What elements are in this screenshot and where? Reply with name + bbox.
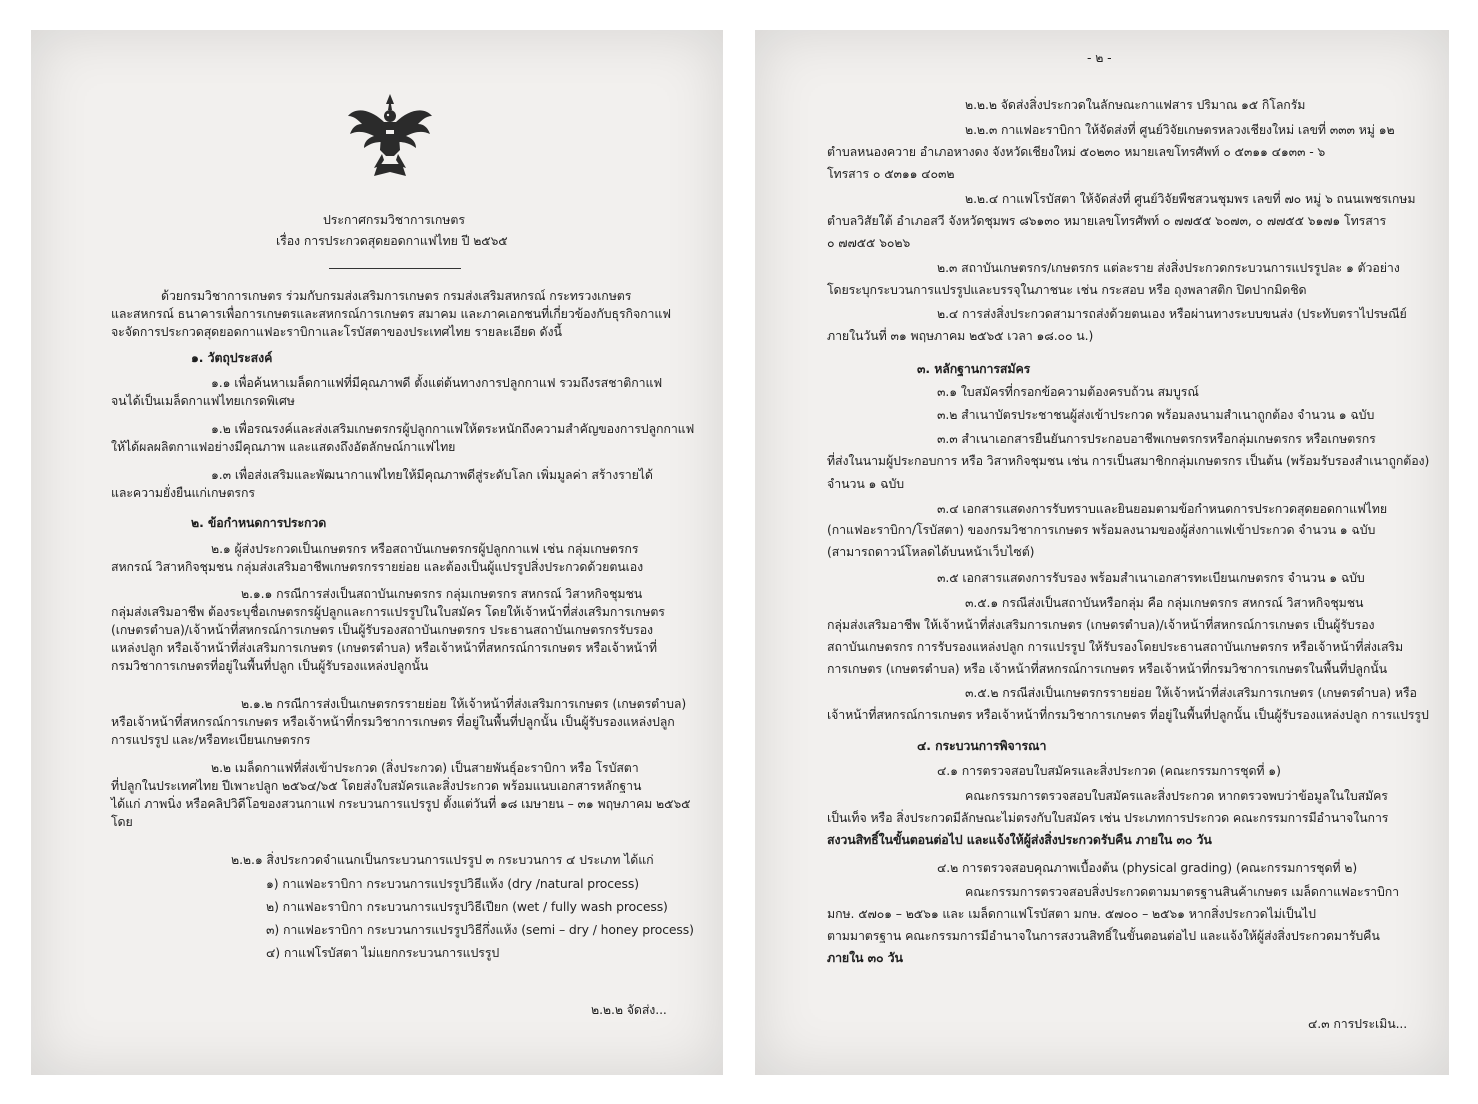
body-line: ๒.๔ การส่งสิ่งประกวดสามารถส่งด้วยตนเอง หรือผ่านทางระบบขนส่ง (ประทับตราไปรษณีย์ [937, 306, 1407, 321]
body-line: โทรสาร ๐ ๕๓๑๑ ๔๐๓๒ [827, 166, 955, 181]
body-line: กรมวิชาการเกษตรที่อยู่ในพื้นที่ปลูก เป็นผู้รับรองแหล่งปลูกนั้น [111, 658, 429, 673]
body-line: สหกรณ์ วิสาหกิจชุมชน กลุ่มส่งเสริมอาชีพเกษตรกรรายย่อย และต้องเป็นผู้แปรรูปสิ่งประกวดด้วยตนเอง [111, 559, 644, 574]
body-line: ๒.๑.๒ กรณีการส่งเป็นเกษตรกรรายย่อย ให้เจ้าหน้าที่ส่งเสริมการเกษตร (เกษตรตำบล) [241, 696, 687, 711]
body-line: ที่ส่งในนามผู้ประกอบการ หรือ วิสาหกิจชุมชน เช่น การเป็นสมาชิกกลุ่มเกษตรกร เป็นต้น (พร้อมรับรองสำเนาถูกต้อง) [827, 453, 1430, 468]
intro-line: ด้วยกรมวิชาการเกษตร ร่วมกับกรมส่งเสริมการเกษตร กรมส่งเสริมสหกรณ์ กระทรวงเกษตร [161, 288, 632, 303]
body-line: ๑.๓ เพื่อส่งเสริมและพัฒนากาแฟไทยให้มีคุณภาพดีสู่ระดับโลก เพิ่มมูลค่า สร้างรายได้ [211, 467, 653, 482]
body-line: มกษ. ๕๗๐๑ – ๒๕๖๑ และ เมล็ดกาแฟโรบัสตา มกษ. ๕๗๐๐ – ๒๕๖๑ หากสิ่งประกวดไม่เป็นไป [827, 906, 1316, 921]
body-line: กลุ่มส่งเสริมอาชีพ ต้องระบุชื่อเกษตรกรผู้ปลูกและการแปรรูปในใบสมัคร โดยให้เจ้าหน้าที่ส่งเสริมการเกษตร [111, 604, 665, 619]
body-line: การเกษตร (เกษตรตำบล) หรือ เจ้าหน้าที่สหกรณ์การเกษตร หรือเจ้าหน้าที่กรมวิชาการเกษตรในพื้นที่ปลูกนั้น [827, 661, 1387, 676]
body-line: ๒.๓ สถาบันเกษตรกร/เกษตรกร แต่ละราย ส่งสิ่งประกวดกระบวนการแปรรูปละ ๑ ตัวอย่าง [937, 260, 1400, 275]
body-line: สถาบันเกษตรกร การรับรองแหล่งปลูก การแปรรูป ให้รับรองโดยประธานสถาบันเกษตรกร หรือเจ้าหน้าที่ส่งเสริม [827, 639, 1404, 654]
body-line: จนได้เป็นเมล็ดกาแฟไทยเกรดพิเศษ [111, 393, 295, 408]
section-3-title: ๓. หลักฐานการสมัคร [917, 361, 1031, 376]
body-line: ๑.๑ เพื่อค้นหาเมล็ดกาแฟที่มีคุณภาพดี ตั้งแต่ต้นทางการปลูกกาแฟ รวมถึงรสชาติกาแฟ [211, 375, 663, 390]
body-line: กลุ่มส่งเสริมอาชีพ ให้เจ้าหน้าที่ส่งเสริมการเกษตร (เกษตรตำบล)/เจ้าหน้าที่สหกรณ์การเกษตร เป็นผู้รับรอง [827, 617, 1375, 632]
body-line: แหล่งปลูก หรือเจ้าหน้าที่ส่งเสริมการเกษตร (เกษตรตำบล) หรือเจ้าหน้าที่สหกรณ์การเกษตร หรือเจ้าหน้าที่ [111, 640, 657, 655]
body-line: โดยระบุกระบวนการแปรรูปและบรรจุในภาชนะ เช่น กระสอบ หรือ ถุงพลาสติก ปิดปากมิดชิด [827, 282, 1307, 297]
list-item: ๓) กาแฟอะราบิกา กระบวนการแปรรูปวิธีกึ่งแห้ง (semi – dry / honey process) [266, 922, 694, 937]
body-line: ๒.๑ ผู้ส่งประกวดเป็นเกษตรกร หรือสถาบันเกษตรกรผู้ปลูกกาแฟ เช่น กลุ่มเกษตรกร [211, 541, 639, 556]
body-line: ที่ปลูกในประเทศไทย ปีเพาะปลูก ๒๕๖๔/๖๕ โดยส่งใบสมัครและสิ่งประกวด พร้อมแนบเอกสารหลักฐาน [111, 778, 642, 793]
section-1-title: ๑. วัตถุประสงค์ [191, 350, 273, 365]
body-line: ๒.๒.๔ กาแฟโรบัสตา ให้จัดส่งที่ ศูนย์วิจัยพืชสวนชุมพร เลขที่ ๗๐ หมู่ ๖ ถนนเพชรเกษม [965, 191, 1416, 206]
body-line: ๔.๑ การตรวจสอบใบสมัครและสิ่งประกวด (คณะกรรมการชุดที่ ๑) [937, 763, 1281, 778]
body-line: ๓.๓ สำเนาเอกสารยืนยันการประกอบอาชีพเกษตรกรหรือกลุ่มเกษตรกร หรือเกษตรกร [937, 431, 1376, 446]
garuda-emblem-icon [344, 92, 436, 182]
body-line: ๓.๔ เอกสารแสดงการรับทราบและยินยอมตามข้อกำหนดการประกวดสุดยอดกาแฟไทย [937, 501, 1388, 516]
body-line: ตำบลวิสัยใต้ อำเภอสวี จังหวัดชุมพร ๘๖๑๓๐ หมายเลขโทรศัพท์ ๐ ๗๗๕๕ ๖๐๗๓, ๐ ๗๗๕๕ ๖๑๗๑ โทรสาร [827, 213, 1387, 228]
intro-line: จะจัดการประกวดสุดยอดกาแฟอะราบิกาและโรบัสตาของประเทศไทย รายละเอียด ดังนี้ [111, 324, 562, 339]
page-continuation: ๒.๒.๒ จัดส่ง... [591, 1002, 667, 1017]
section-4-title: ๔. กระบวนการพิจารณา [917, 738, 1047, 753]
body-line: คณะกรรมการตรวจสอบใบสมัครและสิ่งประกวด หากตรวจพบว่าข้อมูลในใบสมัคร [965, 788, 1388, 803]
body-line: เป็นเท็จ หรือ สิ่งประกวดมีลักษณะไม่ตรงกับใบสมัคร เช่น ประเภทการประกวด คณะกรรมการมีอำนาจในการ [827, 810, 1389, 825]
body-line: ตำบลหนองควาย อำเภอหางดง จังหวัดเชียงใหม่ ๕๐๒๓๐ หมายเลขโทรศัพท์ ๐ ๕๓๑๑ ๔๑๓๓ - ๖ [827, 144, 1326, 159]
body-line: ภายในวันที่ ๓๑ พฤษภาคม ๒๕๖๕ เวลา ๑๘.๐๐ น.) [827, 328, 1094, 343]
body-line: (กาแฟอะราบิกา/โรบัสตา) ของกรมวิชาการเกษตร พร้อมลงนามของผู้ส่งกาแฟเข้าประกวด จำนวน ๑ ฉบับ [827, 522, 1376, 537]
section-2-title: ๒. ข้อกำหนดการประกวด [191, 515, 327, 530]
body-line: และความยั่งยืนแก่เกษตรกร [111, 485, 255, 500]
body-line: ๓.๕ เอกสารแสดงการรับรอง พร้อมสำเนาเอกสารทะเบียนเกษตรกร จำนวน ๑ ฉบับ [937, 570, 1365, 585]
list-item: ๔) กาแฟโรบัสตา ไม่แยกกระบวนการแปรรูป [266, 945, 500, 960]
body-line: ๓.๑ ใบสมัครที่กรอกข้อความต้องครบถ้วน สมบูรณ์ [937, 384, 1199, 399]
document-page-2 [755, 30, 1449, 1075]
body-line: ๐ ๗๗๕๕ ๖๐๒๖ [827, 235, 911, 250]
page-number: - ๒ - [1087, 50, 1112, 65]
body-line: ได้แก่ ภาพนิ่ง หรือคลิปวิดีโอของสวนกาแฟ กระบวนการแปรรูป ตั้งแต่วันที่ ๑๘ เมษายน – ๓๑ พฤษภาคม ๒๕๖๕ [111, 796, 691, 811]
body-line: ๓.๒ สำเนาบัตรประชาชนผู้ส่งเข้าประกวด พร้อมลงนามสำเนาถูกต้อง จำนวน ๑ ฉบับ [937, 407, 1375, 422]
body-line: ๑.๒ เพื่อรณรงค์และส่งเสริมเกษตรกรผู้ปลูกกาแฟให้ตระหนักถึงความสำคัญของการปลูกกาแฟ [211, 421, 695, 436]
body-line: ตามมาตรฐาน คณะกรรมการมีอำนาจในการสงวนสิทธิ์ในขั้นตอนต่อไป และแจ้งให้ผู้ส่งสิ่งประกวดมารับคืน [827, 928, 1380, 943]
body-line: คณะกรรมการตรวจสอบสิ่งประกวดตามมาตรฐานสินค้าเกษตร เมล็ดกาแฟอะราบิกา [965, 884, 1400, 899]
list-item: ๑) กาแฟอะราบิกา กระบวนการแปรรูปวิธีแห้ง (dry /natural process) [266, 876, 639, 891]
body-line: ๒.๑.๑ กรณีการส่งเป็นสถาบันเกษตรกร กลุ่มเกษตรกร สหกรณ์ วิสาหกิจชุมชน [241, 586, 643, 601]
announcement-title: ประกาศกรมวิชาการเกษตร [323, 212, 465, 227]
document-page-1 [31, 30, 723, 1075]
body-line: ๒.๒.๓ กาแฟอะราบิกา ให้จัดส่งที่ ศูนย์วิจัยเกษตรหลวงเชียงใหม่ เลขที่ ๓๓๓ หมู่ ๑๒ [965, 122, 1395, 137]
body-line: ให้ได้ผลผลิตกาแฟอย่างมีคุณภาพ และแสดงถึงอัตลักษณ์กาแฟไทย [111, 439, 456, 454]
body-line: โดย [111, 814, 133, 829]
body-line: ๒.๒.๒ จัดส่งสิ่งประกวดในลักษณะกาแฟสาร ปริมาณ ๑๕ กิโลกรัม [965, 97, 1306, 112]
body-line: จำนวน ๑ ฉบับ [827, 476, 905, 491]
title-divider [329, 268, 461, 269]
body-line: ภายใน ๓๐ วัน [827, 950, 903, 965]
body-line: (สามารถดาวน์โหลดได้บนหน้าเว็บไซต์) [827, 544, 1035, 559]
body-line: สงวนสิทธิ์ในขั้นตอนต่อไป และแจ้งให้ผู้ส่งสิ่งประกวดรับคืน ภายใน ๓๐ วัน [827, 832, 1212, 847]
announcement-subject: เรื่อง การประกวดสุดยอดกาแฟไทย ปี ๒๕๖๕ [276, 233, 508, 248]
body-line: ๒.๒ เมล็ดกาแฟที่ส่งเข้าประกวด (สิ่งประกวด) เป็นสายพันธุ์อะราบิกา หรือ โรบัสตา [211, 760, 639, 775]
intro-line: และสหกรณ์ ธนาคารเพื่อการเกษตรและสหกรณ์การเกษตร สมาคม และภาคเอกชนที่เกี่ยวข้องกับธุรกิจกาแฟ [111, 306, 671, 321]
list-item: ๒) กาแฟอะราบิกา กระบวนการแปรรูปวิธีเปียก (wet / fully wash process) [266, 899, 668, 914]
page-continuation: ๔.๓ การประเมิน... [1308, 1016, 1408, 1031]
body-line: (เกษตรตำบล)/เจ้าหน้าที่สหกรณ์การเกษตร เป็นผู้รับรองสถาบันเกษตรกร ประธานสถาบันเกษตรกรรับรอง [111, 622, 653, 637]
body-line: เจ้าหน้าที่สหกรณ์การเกษตร หรือเจ้าหน้าที่กรมวิชาการเกษตร ที่อยู่ในพื้นที่ปลูกนั้น เป็นผู้รับรองแหล่งปลูก การแปรรูป [827, 707, 1429, 722]
body-line: ๓.๕.๒ กรณีส่งเป็นเกษตรกรรายย่อย ให้เจ้าหน้าที่ส่งเสริมการเกษตร (เกษตรตำบล) หรือ [965, 685, 1417, 700]
body-line: การแปรรูป และ/หรือทะเบียนเกษตรกร [111, 732, 311, 747]
body-line: ๔.๒ การตรวจสอบคุณภาพเบื้องต้น (physical grading) (คณะกรรมการชุดที่ ๒) [937, 860, 1358, 875]
body-line: ๓.๕.๑ กรณีส่งเป็นสถาบันหรือกลุ่ม คือ กลุ่มเกษตรกร สหกรณ์ วิสาหกิจชุมชน [965, 595, 1364, 610]
body-line: หรือเจ้าหน้าที่สหกรณ์การเกษตร หรือเจ้าหน้าที่กรมวิชาการเกษตร ที่อยู่ในพื้นที่ปลูกนั้น เป็นผู้รับรองแหล่งปลูก [111, 714, 675, 729]
body-line: ๒.๒.๑ สิ่งประกวดจำแนกเป็นกระบวนการแปรรูป ๓ กระบวนการ ๔ ประเภท ได้แก่ [231, 852, 654, 867]
